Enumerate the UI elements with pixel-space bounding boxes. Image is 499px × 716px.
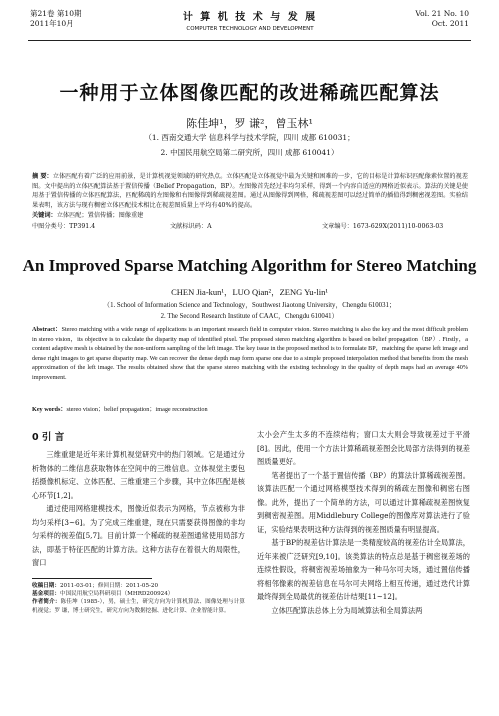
journal-name-en: COMPUTER TECHNOLOGY AND DEVELOPMENT <box>186 26 314 32</box>
affiliation-en-1: （1. School of Information Science and Technology，Southwest Jiaotong University，Chengdu 610031； <box>103 302 396 309</box>
body-paragraph: 基于BP的视差估计算法是一类精度较高的视差估计全局算法，近年来被广泛研究[9,10]。该类算法的特点总是基于稠密视差场的连续性假设，将稠密视差场抽象为一种马尔可夫场，通过置信传播将相邻像素的视差信息在马尔可夫网络上相互传递，通过迭代计算最终得到全局最优的视差估计结果[11~12]。 <box>257 538 470 601</box>
abstract-en <box>32 325 468 383</box>
footnote-divider <box>32 578 152 579</box>
header-right <box>415 9 469 29</box>
abstract-cn <box>32 172 468 211</box>
footnote-funding <box>32 590 245 598</box>
clc-number: 中图分类号：TP391.4 <box>32 223 96 230</box>
abstract-en-text: Stereo matching with a wide range of applications is an important research field in computer vision. Stereo matching is also the key and the most difficult problem in stereo vision，its objective is to calculate the disparity map of identified pixel. The proposed stereo matching algorithm is based on belief propagation（BP）. Firstly，a content adaptive mesh is obtained by the non-uniform sampling of the left image. The key issue in the proposed method is to formulate BP，matching the sparse left image and dense right images to get sparse disparity map. We can recover the dense depth map form sparse one due to a simple proposed interpolation method that benefits from the mesh approximation of the left image. The results obtained show that the sparse stereo matching with the existing technology in the quality of depth maps had an average 40% improvement. <box>32 326 468 381</box>
authors-en: CHEN Jia-kun¹，LUO Qian²，ZENG Yu-lin¹ <box>171 287 328 297</box>
keywords-cn-label: 关键词： <box>32 212 57 219</box>
article-number: 文章编号：1673-629X(2011)10-0063-03 <box>322 223 444 230</box>
affiliation-en-2: 2. The Second Research Institute of CAAC，Chengdu 610041） <box>160 313 339 320</box>
footnote-received <box>32 582 245 590</box>
header-left <box>30 9 81 29</box>
footnote-label: 作者简介： <box>32 599 61 606</box>
keywords-en-text: stereo vision；belief propagation；image reconstruction <box>66 406 208 413</box>
body-paragraph: 通过使用网格建模技术，图像近似表示为网格，节点被称为非均匀采样[3~6]。为了完成三维重建，现在只需要获得图像的非均匀采样的视差值[5,7]。目前计算一个稀疏的视差图通常使用局部方法，即基于特征匹配的计算方法。这种方法存在着很大的局限性，窗口 <box>32 504 245 567</box>
body-paragraph: 三维重建是近年来计算机视觉研究中的热门领域。它是通过分析物体的二维信息获取物体在空间中的三维信息。立体视觉主要包括摄像机标定、立体匹配、三维重建三个步骤，其中立体匹配是核心环节[1,2]。 <box>32 450 245 500</box>
date-en: Oct. 2011 <box>431 19 469 28</box>
header-divider <box>28 40 471 41</box>
body-column-left <box>32 428 245 615</box>
date-cn: 2011年10月 <box>30 19 74 28</box>
page-header <box>0 0 499 50</box>
body-column-right <box>257 428 470 617</box>
authors-cn: 陈佳坤¹，罗 谦²，曾玉林¹ <box>186 117 313 130</box>
footnote-label: 基金项目： <box>32 590 60 597</box>
affiliation-cn-1: （1. 西南交通大学 信息科学与技术学院，四川 成都 610031； <box>144 133 355 142</box>
document-code: 文献标识码：A <box>170 223 212 230</box>
abstract-cn-text: 立体匹配有着广泛的应用前景，是计算机视觉领域的研究热点。立体匹配是立体视觉中最为关键和困难的一步，它的目标是计算标识匹配像素位置的视差图。文中提出的立体匹配算法基于置信传播（Belief Propagation，BP）。左图像首先经过非均匀采样，得到一个内容自适应的网格近似表示。算法的关键是使用基于置信传播的立体匹配算法，匹配稀疏的左图像和右图像得到稀疏视差图。通过从图像得到网格，稀疏视差图可以经过简单的插值得到稠密视差图。实验结果表明，该方法与现有稠密立体匹配技术相比在视差图质量上平均有40%的提高。 <box>32 173 469 210</box>
body-paragraph: 笔者提出了一个基于置信传播（BP）的算法计算稀疏视差图。该算法匹配一个通过网格模型技术得到的稀疏左图像和稠密右图像。此外，提出了一个简单的方法，可以通过计算稀疏视差图恢复到稠密视差图。用Middlebury College的图像库对算法进行了验证，实验结果表明这种方法得到的视差图质量有明显提高。 <box>257 470 470 534</box>
abstract-en-label: Abstract： <box>32 326 62 333</box>
affiliation-cn-2: 2. 中国民用航空局第二研究所，四川 成都 610041） <box>160 148 339 157</box>
keywords-cn-text: 立体匹配；置信传播；图像重建 <box>56 212 144 219</box>
footnote-author-bio <box>32 598 245 615</box>
footnote-text: 陈佳坤（1985-），男，硕士生，研究方向为计算机算法、图像处理与计算机视觉；罗 谦，博士研究生，研究方向为数据挖掘、进化计算、企业智能计算。 <box>32 599 245 614</box>
footnote-text: 中国民用航空局科研项目（MHRD200924） <box>59 590 174 597</box>
volume-issue: 第21卷 第10期 <box>30 9 82 18</box>
abstract-cn-label: 摘 要： <box>32 173 53 180</box>
keywords-en <box>32 404 468 413</box>
footnote-text: 2011-03-01；修回日期：2011-05-20 <box>59 582 159 589</box>
body-paragraph: 太小会产生太多的不连续结构；窗口太大则会导致视差过于平滑[8]。因此，使用一个方法计算稀疏视差图会比局部方法得到的视差图质量更好。 <box>257 430 470 466</box>
keywords-cn <box>32 210 468 219</box>
journal-masthead <box>150 8 350 32</box>
section-heading-intro: 0 引 言 <box>32 432 65 443</box>
footnote-label: 收稿日期： <box>32 582 60 589</box>
keywords-en-label: Key words： <box>32 406 67 413</box>
paper-title-cn: 一种用于立体图像匹配的改进稀疏匹配算法 <box>59 82 440 104</box>
journal-name-cn: 计 算 机 技 术 与 发 展 <box>182 12 318 23</box>
body-paragraph: 立体匹配算法总体上分为局域算法和全局算法两 <box>271 605 423 615</box>
vol-no: Vol. 21 No. 10 <box>415 9 469 18</box>
paper-title-en: An Improved Sparse Matching Algorithm for Stereo Matching <box>22 256 477 275</box>
